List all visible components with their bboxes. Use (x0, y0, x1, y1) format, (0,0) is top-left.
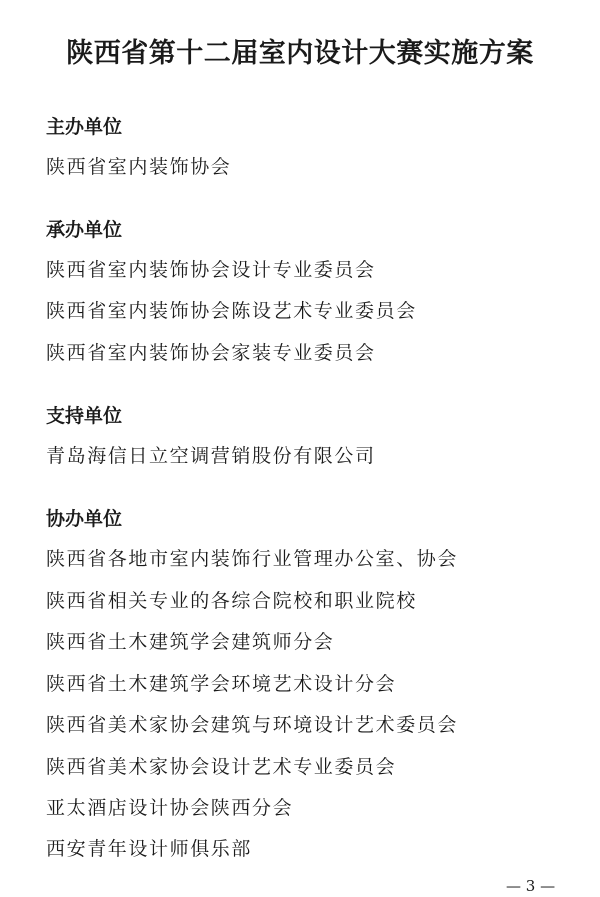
section-heading-co-organizer: 协办单位 (46, 508, 123, 530)
list-item: 亚太酒店设计协会陕西分会 (46, 797, 294, 819)
page-number: — 3 — (506, 877, 556, 895)
section-heading-supporter: 支持单位 (46, 405, 123, 427)
section-heading-host: 主办单位 (46, 116, 123, 138)
list-item: 陕西省室内装饰协会 (46, 156, 232, 178)
document-title: 陕西省第十二届室内设计大赛实施方案 (66, 38, 534, 69)
list-item: 陕西省土木建筑学会环境艺术设计分会 (46, 673, 397, 695)
list-item: 陕西省美术家协会设计艺术专业委员会 (46, 756, 397, 778)
list-item: 西安青年设计师俱乐部 (46, 838, 253, 860)
list-item: 陕西省各地市室内装饰行业管理办公室、协会 (46, 548, 459, 570)
section-heading-organizer: 承办单位 (46, 219, 123, 241)
list-item: 陕西省室内装饰协会家装专业委员会 (46, 342, 376, 364)
list-item: 青岛海信日立空调营销股份有限公司 (46, 445, 376, 467)
list-item: 陕西省美术家协会建筑与环境设计艺术委员会 (46, 714, 459, 736)
list-item: 陕西省土木建筑学会建筑师分会 (46, 631, 335, 653)
list-item: 陕西省相关专业的各综合院校和职业院校 (46, 590, 417, 612)
list-item: 陕西省室内装饰协会设计专业委员会 (46, 259, 376, 281)
list-item: 陕西省室内装饰协会陈设艺术专业委员会 (46, 300, 417, 322)
